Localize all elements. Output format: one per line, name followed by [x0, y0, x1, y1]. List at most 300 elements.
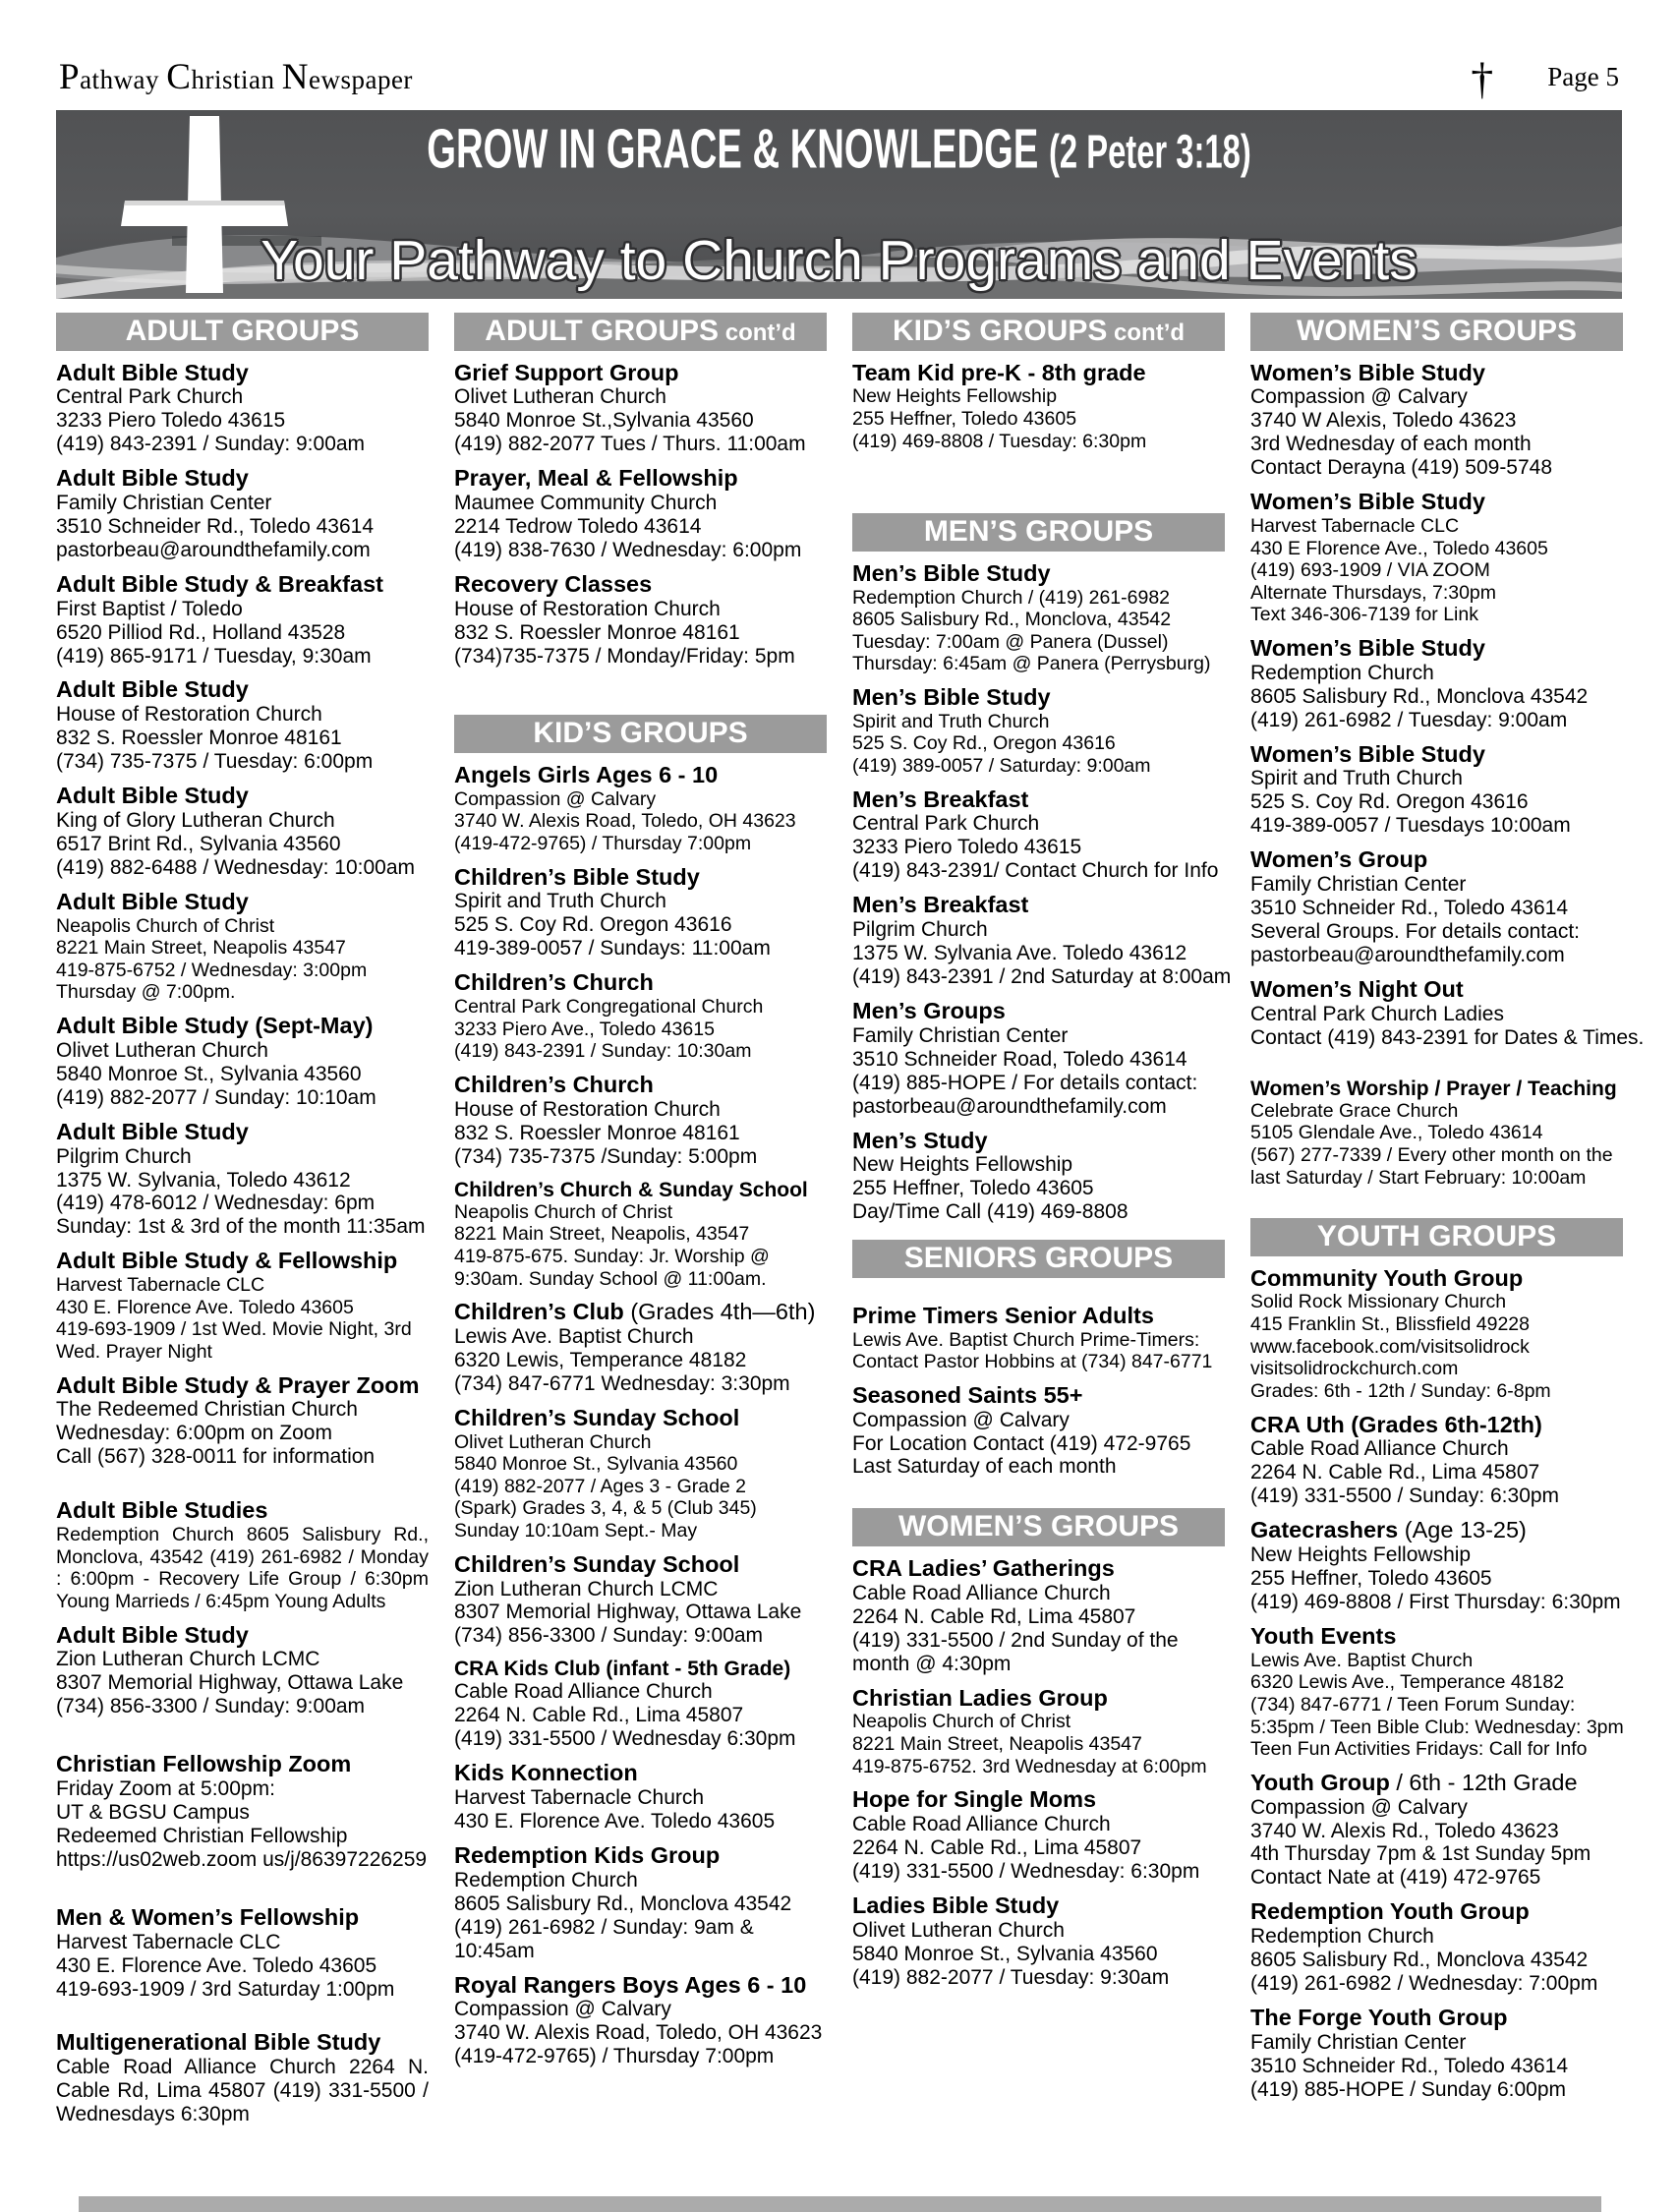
listing-entry	[1250, 490, 1623, 626]
entry-detail-line: (419) 693-1909 / VIA ZOOM	[1250, 559, 1490, 582]
entry-detail-line: 832 S. Roessler Monroe 48161	[454, 1121, 740, 1144]
listing-entry	[1250, 975, 1645, 1050]
entry-detail-line: Spirit and Truth Church	[454, 890, 666, 913]
section-header: KID’S GROUPS	[454, 715, 827, 753]
listing-entry	[1250, 2006, 1623, 2102]
entry-detail-line: (419) 843-2391 / 2nd Saturday at 8:00am	[852, 965, 1232, 988]
entry-detail-line: 3510 Schneider Rd., Toledo 43614	[1250, 2054, 1569, 2077]
entry-detail-line: 5840 Monroe St., Sylvania 43560	[852, 1942, 1158, 1965]
entry-detail-line: Redemption Church / (419) 261-6982	[852, 586, 1171, 609]
entry-detail-line: (419) 838-7630 / Wednesday: 6:00pm	[454, 538, 802, 561]
entry-detail-line: Maumee Community Church	[454, 492, 718, 514]
listing-entry	[852, 1893, 1225, 1990]
entry-title: Men & Women’s Fellowship	[56, 1903, 360, 1930]
entry-detail-line: Thursday: 6:45am @ Panera (Perrysburg)	[852, 653, 1211, 675]
entry-detail-line: Neapolis Church of Christ	[56, 914, 275, 937]
entry-title: Adult Bible Study & Breakfast	[56, 570, 383, 597]
entry-detail-line: 8605 Salisbury Rd., Monclova 43542	[1250, 1949, 1589, 1972]
entry-title: Redemption Kids Group	[454, 1841, 721, 1868]
listing-entry	[852, 561, 1225, 675]
listing-entry	[454, 1300, 827, 1396]
listing-entry	[1250, 1077, 1623, 1190]
entry-title: Team Kid pre-K - 8th grade	[852, 359, 1146, 385]
listing-entry	[454, 1658, 827, 1751]
entry-detail-line: Lewis Ave. Baptist Church Prime-Timers:	[852, 1328, 1200, 1351]
column-1	[56, 303, 429, 2192]
entry-detail-line: 832 S. Roessler Monroe 48161	[56, 727, 342, 750]
listing-entry	[1250, 361, 1623, 481]
entry-detail-line: For Location Contact (419) 472-9765	[852, 1431, 1191, 1455]
listing-entry	[852, 1129, 1225, 1225]
entry-title: Men’s Bible Study	[852, 683, 1051, 710]
entry-detail-line: 2264 N. Cable Rd., Lima 45807	[1250, 1461, 1540, 1484]
entry-title: Community Youth Group	[1250, 1264, 1524, 1291]
entry-title: CRA Uth (Grades 6th-12th)	[1250, 1411, 1542, 1437]
entry-detail-line: House of Restoration Church	[454, 1097, 721, 1121]
listing-entry	[56, 1373, 429, 1470]
entry-detail-line: 5840 Monroe St.,Sylvania 43560	[454, 409, 754, 433]
entry-detail-line: 2264 N. Cable Rd., Lima 45807	[852, 1835, 1142, 1859]
entry-detail-line: Tuesday: 7:00am @ Panera (Dussel)	[852, 630, 1169, 653]
entry-detail-line: (734) 847-6771 Wednesday: 3:30pm	[454, 1371, 790, 1395]
entry-detail-line: Cable Road Alliance Church	[852, 1581, 1111, 1604]
listing-entry	[454, 466, 827, 562]
section-header: WOMEN’S GROUPS	[1250, 313, 1623, 351]
listing-entry	[454, 1179, 827, 1291]
entry-detail-line: 6320 Lewis Ave., Temperance 48182	[1250, 1671, 1565, 1694]
entry-detail-line: Last Saturday of each month	[852, 1455, 1117, 1479]
entry-title: Christian Fellowship Zoom	[56, 1751, 352, 1777]
entry-detail-line: Redemption Church	[1250, 661, 1434, 684]
entry-detail-line: 8221 Main Street, Neapolis 43547	[852, 1732, 1142, 1755]
entry-detail-line: Central Park Church	[852, 812, 1040, 836]
entry-detail-line: 6517 Brint Rd., Sylvania 43560	[56, 832, 341, 855]
entry-detail-line: Lewis Ave. Baptist Church	[1250, 1649, 1474, 1671]
entry-title: Children’s Sunday School	[454, 1404, 740, 1430]
listing-entry	[454, 361, 827, 457]
entry-detail-line: 419-875-6752. 3rd Wednesday at 6:00pm	[852, 1755, 1207, 1777]
entry-detail-line: (419) 885-HOPE / Sunday 6:00pm	[1250, 2077, 1567, 2101]
entry-detail-line: Cable Road Alliance Church	[852, 1813, 1111, 1836]
section-header: WOMEN’S GROUPS	[852, 1508, 1225, 1546]
entry-detail-line: 430 E. Florence Ave. Toledo 43605	[56, 1296, 354, 1318]
entry-detail-line: Wed. Prayer Night	[56, 1340, 212, 1363]
entry-title: Women’s Bible Study	[1250, 634, 1485, 661]
entry-detail-line: (419) 882-2077 Tues / Thurs. 11:00am	[454, 433, 806, 456]
entry-detail-line: 3740 W Alexis, Toledo 43623	[1250, 409, 1517, 433]
entry-title: Women’s Bible Study	[1250, 489, 1485, 515]
entry-detail-line: 2264 N. Cable Rd, Lima 45807	[852, 1604, 1136, 1628]
entry-title: Prayer, Meal & Fellowship	[454, 465, 738, 492]
entry-title: Men’s Study	[852, 1127, 988, 1153]
listing-entry	[1250, 636, 1623, 732]
entry-detail-line: Compassion @ Calvary	[454, 787, 657, 810]
entry-detail-line: (419) 261-6982 / Tuesday: 9:00am	[1250, 708, 1568, 731]
listing-entry	[1250, 1266, 1623, 1403]
entry-detail-line: 2214 Tedrow Toledo 43614	[454, 514, 702, 538]
entry-title: Gatecrashers (Age 13-25)	[1250, 1517, 1527, 1543]
entry-detail-line: (419) 469-8808 / First Thursday: 6:30pm	[1250, 1590, 1621, 1613]
listing-entry	[852, 361, 1225, 453]
entry-title: Men’s Breakfast	[852, 786, 1029, 812]
entry-detail-line: 6520 Pilliod Rd., Holland 43528	[56, 620, 346, 644]
entry-detail-line: Olivet Lutheran Church	[56, 1038, 268, 1062]
entry-title: Men’s Groups	[852, 997, 1006, 1023]
entry-title: Ladies Bible Study	[852, 1892, 1060, 1918]
entry-title: CRA Ladies’ Gatherings	[852, 1554, 1115, 1581]
bottom-section-bar	[79, 2196, 1601, 2212]
entry-title: Prime Timers Senior Adults	[852, 1302, 1154, 1328]
entry-detail-line: 525 S. Coy Rd., Oregon 43616	[852, 732, 1116, 755]
listing-entry	[852, 1787, 1225, 1884]
entry-detail-line: 415 Franklin St., Blissfield 49228	[1250, 1313, 1530, 1336]
entry-title: The Forge Youth Group	[1250, 2004, 1508, 2030]
entry-detail-line: (419) 331-5500 / Sunday: 6:30pm	[1250, 1484, 1560, 1508]
entry-detail-line: Olivet Lutheran Church	[852, 1918, 1065, 1942]
column-4	[1250, 303, 1645, 2192]
listing-entry	[454, 1761, 827, 1834]
entry-detail-line: last Saturday / Start February: 10:00am	[1250, 1166, 1587, 1189]
entry-detail-line: (419) 478-6012 / Wednesday: 6pm	[56, 1192, 376, 1215]
entry-detail-line: 8307 Memorial Highway, Ottawa Lake	[56, 1671, 404, 1695]
entry-detail-line: 255 Heffner, Toledo 43605	[852, 407, 1077, 430]
entry-detail-line: Contact Nate at (419) 472-9765	[1250, 1866, 1541, 1890]
entry-detail-line: 3rd Wednesday of each month	[1250, 433, 1532, 456]
entry-detail-line: Harvest Tabernacle CLC	[1250, 514, 1460, 537]
entry-detail-line: 419-693-1909 / 1st Wed. Movie Night, 3rd	[56, 1318, 412, 1341]
entry-detail-line: Compassion @ Calvary	[1250, 385, 1468, 409]
entry-detail-line: www.facebook.com/visitsolidrock	[1250, 1335, 1530, 1358]
entry-detail-line: Cable Road Alliance Church	[454, 1680, 713, 1704]
entry-detail-line: House of Restoration Church	[56, 703, 322, 727]
entry-detail-line: 3233 Piero Toledo 43615	[56, 409, 286, 433]
entry-title: Adult Bible Study	[56, 1118, 249, 1144]
entry-detail-line: Harvest Tabernacle Church	[454, 1786, 705, 1810]
entry-detail-line: Zion Lutheran Church LCMC	[56, 1648, 320, 1671]
entry-detail-line: Compassion @ Calvary	[852, 1408, 1070, 1431]
listing-entry	[56, 1905, 429, 2002]
entry-detail-line: Celebrate Grace Church	[1250, 1099, 1459, 1122]
entry-detail-line: 8605 Salisbury Rd., Monclova 43542	[1250, 684, 1589, 708]
entry-detail-line: (419) 331-5500 / 2nd Sunday of the	[852, 1628, 1179, 1652]
entry-detail-line: 430 E Florence Ave., Toledo 43605	[1250, 537, 1548, 559]
entry-detail-line: Neapolis Church of Christ	[454, 1200, 673, 1223]
entry-detail-line: (419) 882-2077 / Ages 3 - Grade 2	[454, 1475, 747, 1497]
entry-detail-line: (Spark) Grades 3, 4, & 5 (Club 345)	[454, 1497, 757, 1520]
section-header: ADULT GROUPS	[56, 313, 429, 351]
entry-details: Redemption Church 8605 Salisbury Rd., Monclova, 43542 (419) 261-6982 / Monday : 6:00pm - Recovery Life Group / 6:30pm Young Marrieds / 6:45pm Young Adults	[56, 1524, 429, 1612]
entry-detail-line: Harvest Tabernacle CLC	[56, 1274, 265, 1297]
listing-entry	[56, 890, 429, 1004]
entry-detail-line: 525 S. Coy Rd. Oregon 43616	[1250, 790, 1529, 814]
listing-entry	[56, 1752, 429, 1872]
entry-title: Adult Bible Study	[56, 1621, 249, 1648]
entry-detail-line: Neapolis Church of Christ	[852, 1711, 1071, 1733]
entry-detail-line: Friday Zoom at 5:00pm:	[56, 1777, 275, 1801]
entry-title: Angels Girls Ages 6 - 10	[454, 761, 719, 787]
entry-title: Recovery Classes	[454, 570, 653, 597]
entry-title: Adult Bible Study	[56, 465, 249, 492]
entry-detail-line: (734) 847-6771 / Teen Forum Sunday:	[1250, 1693, 1576, 1716]
listing-entry	[852, 1686, 1225, 1778]
listing-entry	[1250, 1899, 1623, 1996]
entry-detail-line: (734) 856-3300 / Sunday: 9:00am	[56, 1695, 366, 1718]
entry-detail-line: New Heights Fellowship	[852, 385, 1058, 408]
entry-detail-line: 430 E. Florence Ave. Toledo 43605	[454, 1810, 776, 1834]
entry-detail-line: UT & BGSU Campus	[56, 1800, 250, 1824]
entry-detail-line: Compassion @ Calvary	[1250, 1795, 1468, 1819]
entry-detail-line: (419) 882-2077 / Tuesday: 9:30am	[852, 1965, 1170, 1989]
entry-detail-line: 3740 W. Alexis Road, Toledo, OH 43623	[454, 810, 796, 833]
entry-title: CRA Kids Club (infant - 5th Grade)	[454, 1658, 791, 1681]
entry-title: Adult Bible Study & Prayer Zoom	[56, 1371, 420, 1398]
entry-detail-line: Central Park Congregational Church	[454, 996, 764, 1019]
entry-detail-line: Day/Time Call (419) 469-8808	[852, 1200, 1128, 1224]
entry-detail-line: (419) 865-9171 / Tuesday, 9:30am	[56, 644, 372, 668]
entry-detail-line: 8605 Salisbury Rd., Monclova, 43542	[852, 609, 1172, 631]
listing-entry	[454, 970, 827, 1063]
entry-detail-line: pastorbeau@aroundthefamily.com	[1250, 943, 1565, 966]
entry-detail-line: New Heights Fellowship	[1250, 1543, 1472, 1567]
entry-title: Kids Konnection	[454, 1760, 638, 1786]
listing-entry	[852, 1304, 1225, 1373]
entry-detail-line: 2264 N. Cable Rd., Lima 45807	[454, 1704, 744, 1727]
banner-tagline: Your Pathway to Church Programs and Events	[260, 229, 1418, 292]
entry-detail-line: King of Glory Lutheran Church	[56, 808, 335, 832]
entry-detail-line: Contact Derayna (419) 509-5748	[1250, 456, 1553, 480]
entry-detail-line: Spirit and Truth Church	[852, 710, 1050, 732]
entry-title: Adult Bible Study	[56, 888, 249, 914]
listing-entry	[56, 361, 429, 457]
masthead	[59, 39, 1619, 103]
entry-detail-line: (419) 261-6982 / Sunday: 9am &	[454, 1915, 754, 1939]
listing-entry	[1250, 1771, 1623, 1891]
listing-entry	[852, 999, 1225, 1119]
entry-title: Hope for Single Moms	[852, 1786, 1097, 1813]
entry-detail-line: Zion Lutheran Church LCMC	[454, 1577, 719, 1601]
section-header: KID’S GROUPS cont’d	[852, 313, 1225, 351]
entry-title: Adult Bible Study	[56, 676, 249, 703]
listing-entry	[454, 1973, 827, 2069]
listing-entry	[56, 1498, 429, 1612]
listing-entry	[454, 1406, 827, 1543]
entry-detail-line: Teen Fun Activities Fridays: Call for Info	[1250, 1738, 1588, 1761]
entry-title: Seasoned Saints 55+	[852, 1381, 1083, 1408]
listing-entry	[454, 1843, 827, 1963]
entry-title: Women’s Night Out	[1250, 975, 1464, 1002]
listing-columns	[56, 303, 1645, 2192]
column-3	[852, 303, 1232, 2192]
entry-detail-line: Call (567) 328-0011 for information	[56, 1445, 376, 1469]
entry-detail-line: Lewis Ave. Baptist Church	[454, 1325, 694, 1348]
entry-detail-line: (419) 389-0057 / Saturday: 9:00am	[852, 755, 1151, 778]
entry-detail-line: (734) 856-3300 / Sunday: 9:00am	[454, 1624, 764, 1648]
entry-detail-line: Several Groups. For details contact:	[1250, 920, 1580, 944]
entry-title: Youth Group / 6th - 12th Grade	[1250, 1769, 1578, 1795]
entry-detail-line: 5:35pm / Teen Bible Club: Wednesday: 3pm	[1250, 1716, 1624, 1738]
entry-detail-line: 255 Heffner, Toledo 43605	[852, 1177, 1094, 1200]
entry-title: Adult Bible Studies	[56, 1497, 268, 1524]
listing-entry	[852, 1556, 1225, 1676]
section-header: SENIORS GROUPS	[852, 1240, 1225, 1278]
entry-title: Children’s Bible Study	[454, 863, 700, 890]
entry-detail-line: Solid Rock Missionary Church	[1250, 1291, 1507, 1313]
entry-title: Multigenerational Bible Study	[56, 2029, 381, 2056]
entry-detail-line: Family Christian Center	[852, 1023, 1069, 1047]
entry-detail-line: 8605 Salisbury Rd., Monclova 43542	[454, 1892, 792, 1915]
listing-entry	[852, 1383, 1225, 1480]
entry-detail-line: Central Park Church Ladies	[1250, 1002, 1504, 1025]
entry-title: Women’s Worship / Prayer / Teaching	[1250, 1077, 1617, 1100]
entry-detail-line: 3233 Piero Ave., Toledo 43615	[454, 1018, 715, 1040]
entry-detail-line: 9:30am. Sunday School @ 11:00am.	[454, 1267, 767, 1290]
entry-detail-line: Olivet Lutheran Church	[454, 1430, 652, 1453]
listing-entry	[56, 1249, 429, 1363]
entry-detail-line: The Redeemed Christian Church	[56, 1398, 358, 1422]
entry-detail-line: 419-693-1909 / 3rd Saturday 1:00pm	[56, 1977, 395, 2001]
entry-detail-line: Pilgrim Church	[852, 918, 988, 942]
entry-detail-line: (419-472-9765) / Thursday 7:00pm	[454, 2045, 775, 2068]
entry-detail-line: Redemption Church	[1250, 1925, 1434, 1949]
entry-title: Children’s Church & Sunday School	[454, 1178, 808, 1201]
listing-entry	[454, 763, 827, 855]
listing-entry	[56, 1120, 429, 1240]
entry-detail-line: 3510 Schneider Road, Toledo 43614	[852, 1047, 1187, 1071]
entry-detail-line: 8221 Main Street, Neapolis, 43547	[454, 1223, 750, 1246]
entry-detail-line: Wednesday: 6:00pm on Zoom	[56, 1422, 332, 1445]
listing-entry	[454, 1552, 827, 1649]
entry-detail-line: (734)735-7375 / Monday/Friday: 5pm	[454, 644, 795, 668]
listing-entry	[56, 572, 429, 669]
entry-detail-line: (419) 331-5500 / Wednesday: 6:30pm	[852, 1859, 1200, 1883]
listing-entry	[1250, 847, 1623, 967]
column-2	[454, 303, 827, 2192]
entry-detail-line: 5840 Monroe St., Sylvania 43560	[454, 1453, 738, 1476]
entry-detail-line: (734) 735-7375 / Tuesday: 6:00pm	[56, 750, 374, 774]
entry-detail-line: (419) 882-6488 / Wednesday: 10:00am	[56, 855, 416, 879]
entry-title: Children’s Club (Grades 4th—6th)	[454, 1299, 816, 1325]
entry-title: Christian Ladies Group	[852, 1684, 1108, 1711]
entry-detail-line: (419) 882-2077 / Sunday: 10:10am	[56, 1085, 376, 1109]
entry-detail-line: Family Christian Center	[1250, 2030, 1467, 2054]
entry-detail-line: Contact Pastor Hobbins at (734) 847-6771	[852, 1351, 1213, 1373]
entry-detail-line: Sunday: 1st & 3rd of the month 11:35am	[56, 1215, 426, 1239]
entry-detail-line: 3740 W. Alexis Rd., Toledo 43623	[1250, 1819, 1559, 1842]
entry-title: Women’s Group	[1250, 846, 1428, 873]
listing-entry	[454, 572, 827, 669]
listing-entry	[852, 685, 1225, 778]
entry-detail-line: (734) 735-7375 /Sunday: 5:00pm	[454, 1144, 758, 1168]
page-number: Page 5	[1547, 62, 1619, 91]
entry-detail-line: First Baptist / Toledo	[56, 597, 243, 620]
entry-detail-line: 5840 Monroe St., Sylvania 43560	[56, 1062, 362, 1085]
entry-detail-line: 5105 Glendale Ave., Toledo 43614	[1250, 1122, 1543, 1144]
entry-detail-line: 10:45am	[454, 1939, 535, 1962]
entry-title: Women’s Bible Study	[1250, 740, 1485, 767]
entry-detail-line: (419) 843-2391 / Sunday: 9:00am	[56, 433, 366, 456]
entry-detail-line: 8221 Main Street, Neapolis 43547	[56, 937, 346, 960]
entry-detail-line: Family Christian Center	[56, 492, 272, 514]
entry-title: Adult Bible Study	[56, 783, 249, 809]
entry-detail-line: Text 346-306-7139 for Link	[1250, 604, 1478, 626]
listing-entry	[1250, 1624, 1623, 1761]
entry-detail-line: pastorbeau@aroundthefamily.com	[852, 1094, 1167, 1118]
listing-entry	[56, 677, 429, 774]
entry-detail-line: (419) 885-HOPE / For details contact:	[852, 1071, 1198, 1094]
entry-detail-line: 525 S. Coy Rd. Oregon 43616	[454, 913, 732, 937]
banner-headline: GROW IN GRACE & KNOWLEDGE (2 Peter 3:18)	[427, 119, 1251, 181]
listing-entry	[56, 784, 429, 880]
entry-detail-line: (419-472-9765) / Thursday 7:00pm	[454, 833, 752, 855]
section-header: MEN’S GROUPS	[852, 513, 1225, 552]
entry-detail-line: https://us02web.zoom us/j/86397226259	[56, 1847, 428, 1871]
entry-detail-line: 255 Heffner, Toledo 43605	[1250, 1566, 1492, 1590]
listing-entry	[56, 466, 429, 562]
entry-detail-line: pastorbeau@aroundthefamily.com	[56, 538, 371, 561]
listing-entry	[56, 1623, 429, 1719]
entry-detail-line: 832 S. Roessler Monroe 48161	[454, 620, 740, 644]
listing-entry	[454, 865, 827, 961]
entry-title: Adult Bible Study	[56, 359, 249, 385]
listing-entry	[852, 787, 1225, 884]
entry-detail-line: (419) 261-6982 / Wednesday: 7:00pm	[1250, 1972, 1598, 1996]
entry-title: Men’s Breakfast	[852, 892, 1029, 918]
entry-detail-line: Redemption Church	[454, 1868, 638, 1892]
entry-title: Children’s Church	[454, 1071, 654, 1097]
entry-detail-line: 3510 Schneider Rd., Toledo 43614	[1250, 897, 1569, 920]
entry-title: Children’s Church	[454, 969, 654, 996]
entry-detail-line: (419) 843-2391 / Sunday: 10:30am	[454, 1040, 752, 1063]
entry-detail-line: New Heights Fellowship	[852, 1153, 1073, 1177]
entry-detail-line: Olivet Lutheran Church	[454, 385, 666, 409]
entry-title: Women’s Bible Study	[1250, 359, 1485, 385]
listing-entry	[56, 1014, 429, 1110]
entry-detail-line: Cable Road Alliance Church	[1250, 1437, 1509, 1461]
listing-entry	[454, 1073, 827, 1169]
entry-detail-line: visitsolidrockchurch.com	[1250, 1358, 1459, 1380]
entry-details: Cable Road Alliance Church 2264 N. Cable Rd, Lima 45807 (419) 331-5500 / Wednesdays 6:30pm	[56, 2056, 429, 2126]
entry-detail-line: 1375 W. Sylvania Ave. Toledo 43612	[852, 942, 1187, 965]
listing-entry	[1250, 742, 1623, 839]
entry-detail-line: 3740 W. Alexis Road, Toledo, OH 43623	[454, 2021, 823, 2045]
banner	[56, 110, 1622, 299]
listing-entry	[852, 892, 1232, 989]
entry-detail-line: 419-389-0057 / Tuesdays 10:00am	[1250, 814, 1571, 838]
entry-detail-line: month @ 4:30pm	[852, 1652, 1012, 1675]
entry-detail-line: Central Park Church	[56, 385, 244, 409]
entry-detail-line: Compassion @ Calvary	[454, 1998, 671, 2021]
entry-detail-line: Harvest Tabernacle CLC	[56, 1930, 281, 1953]
entry-detail-line: (419) 469-8808 / Tuesday: 6:30pm	[852, 430, 1147, 452]
entry-detail-line: 419-389-0057 / Sundays: 11:00am	[454, 937, 771, 960]
entry-title: Royal Rangers Boys Ages 6 - 10	[454, 1971, 807, 1998]
entry-detail-line: 419-875-675. Sunday: Jr. Worship @	[454, 1245, 770, 1267]
entry-detail-line: (419) 843-2391/ Contact Church for Info	[852, 859, 1219, 883]
entry-title: Redemption Youth Group	[1250, 1898, 1530, 1925]
entry-detail-line: (419) 331-5500 / Wednesday 6:30pm	[454, 1727, 796, 1751]
entry-detail-line: 8307 Memorial Highway, Ottawa Lake	[454, 1601, 802, 1624]
entry-detail-line: 430 E. Florence Ave. Toledo 43605	[56, 1953, 377, 1977]
masthead-right	[1471, 52, 1619, 103]
section-header: ADULT GROUPS cont’d	[454, 313, 827, 351]
listing-entry	[1250, 1518, 1623, 1614]
entry-detail-line: Pilgrim Church	[56, 1144, 192, 1168]
cross-icon: †	[1471, 52, 1494, 103]
entry-detail-line: 3510 Schneider Rd., Toledo 43614	[56, 514, 375, 538]
entry-detail-line: Contact (419) 843-2391 for Dates & Times.	[1250, 1025, 1645, 1049]
entry-title: Adult Bible Study & Fellowship	[56, 1248, 398, 1274]
entry-title: Adult Bible Study (Sept-May)	[56, 1013, 374, 1039]
